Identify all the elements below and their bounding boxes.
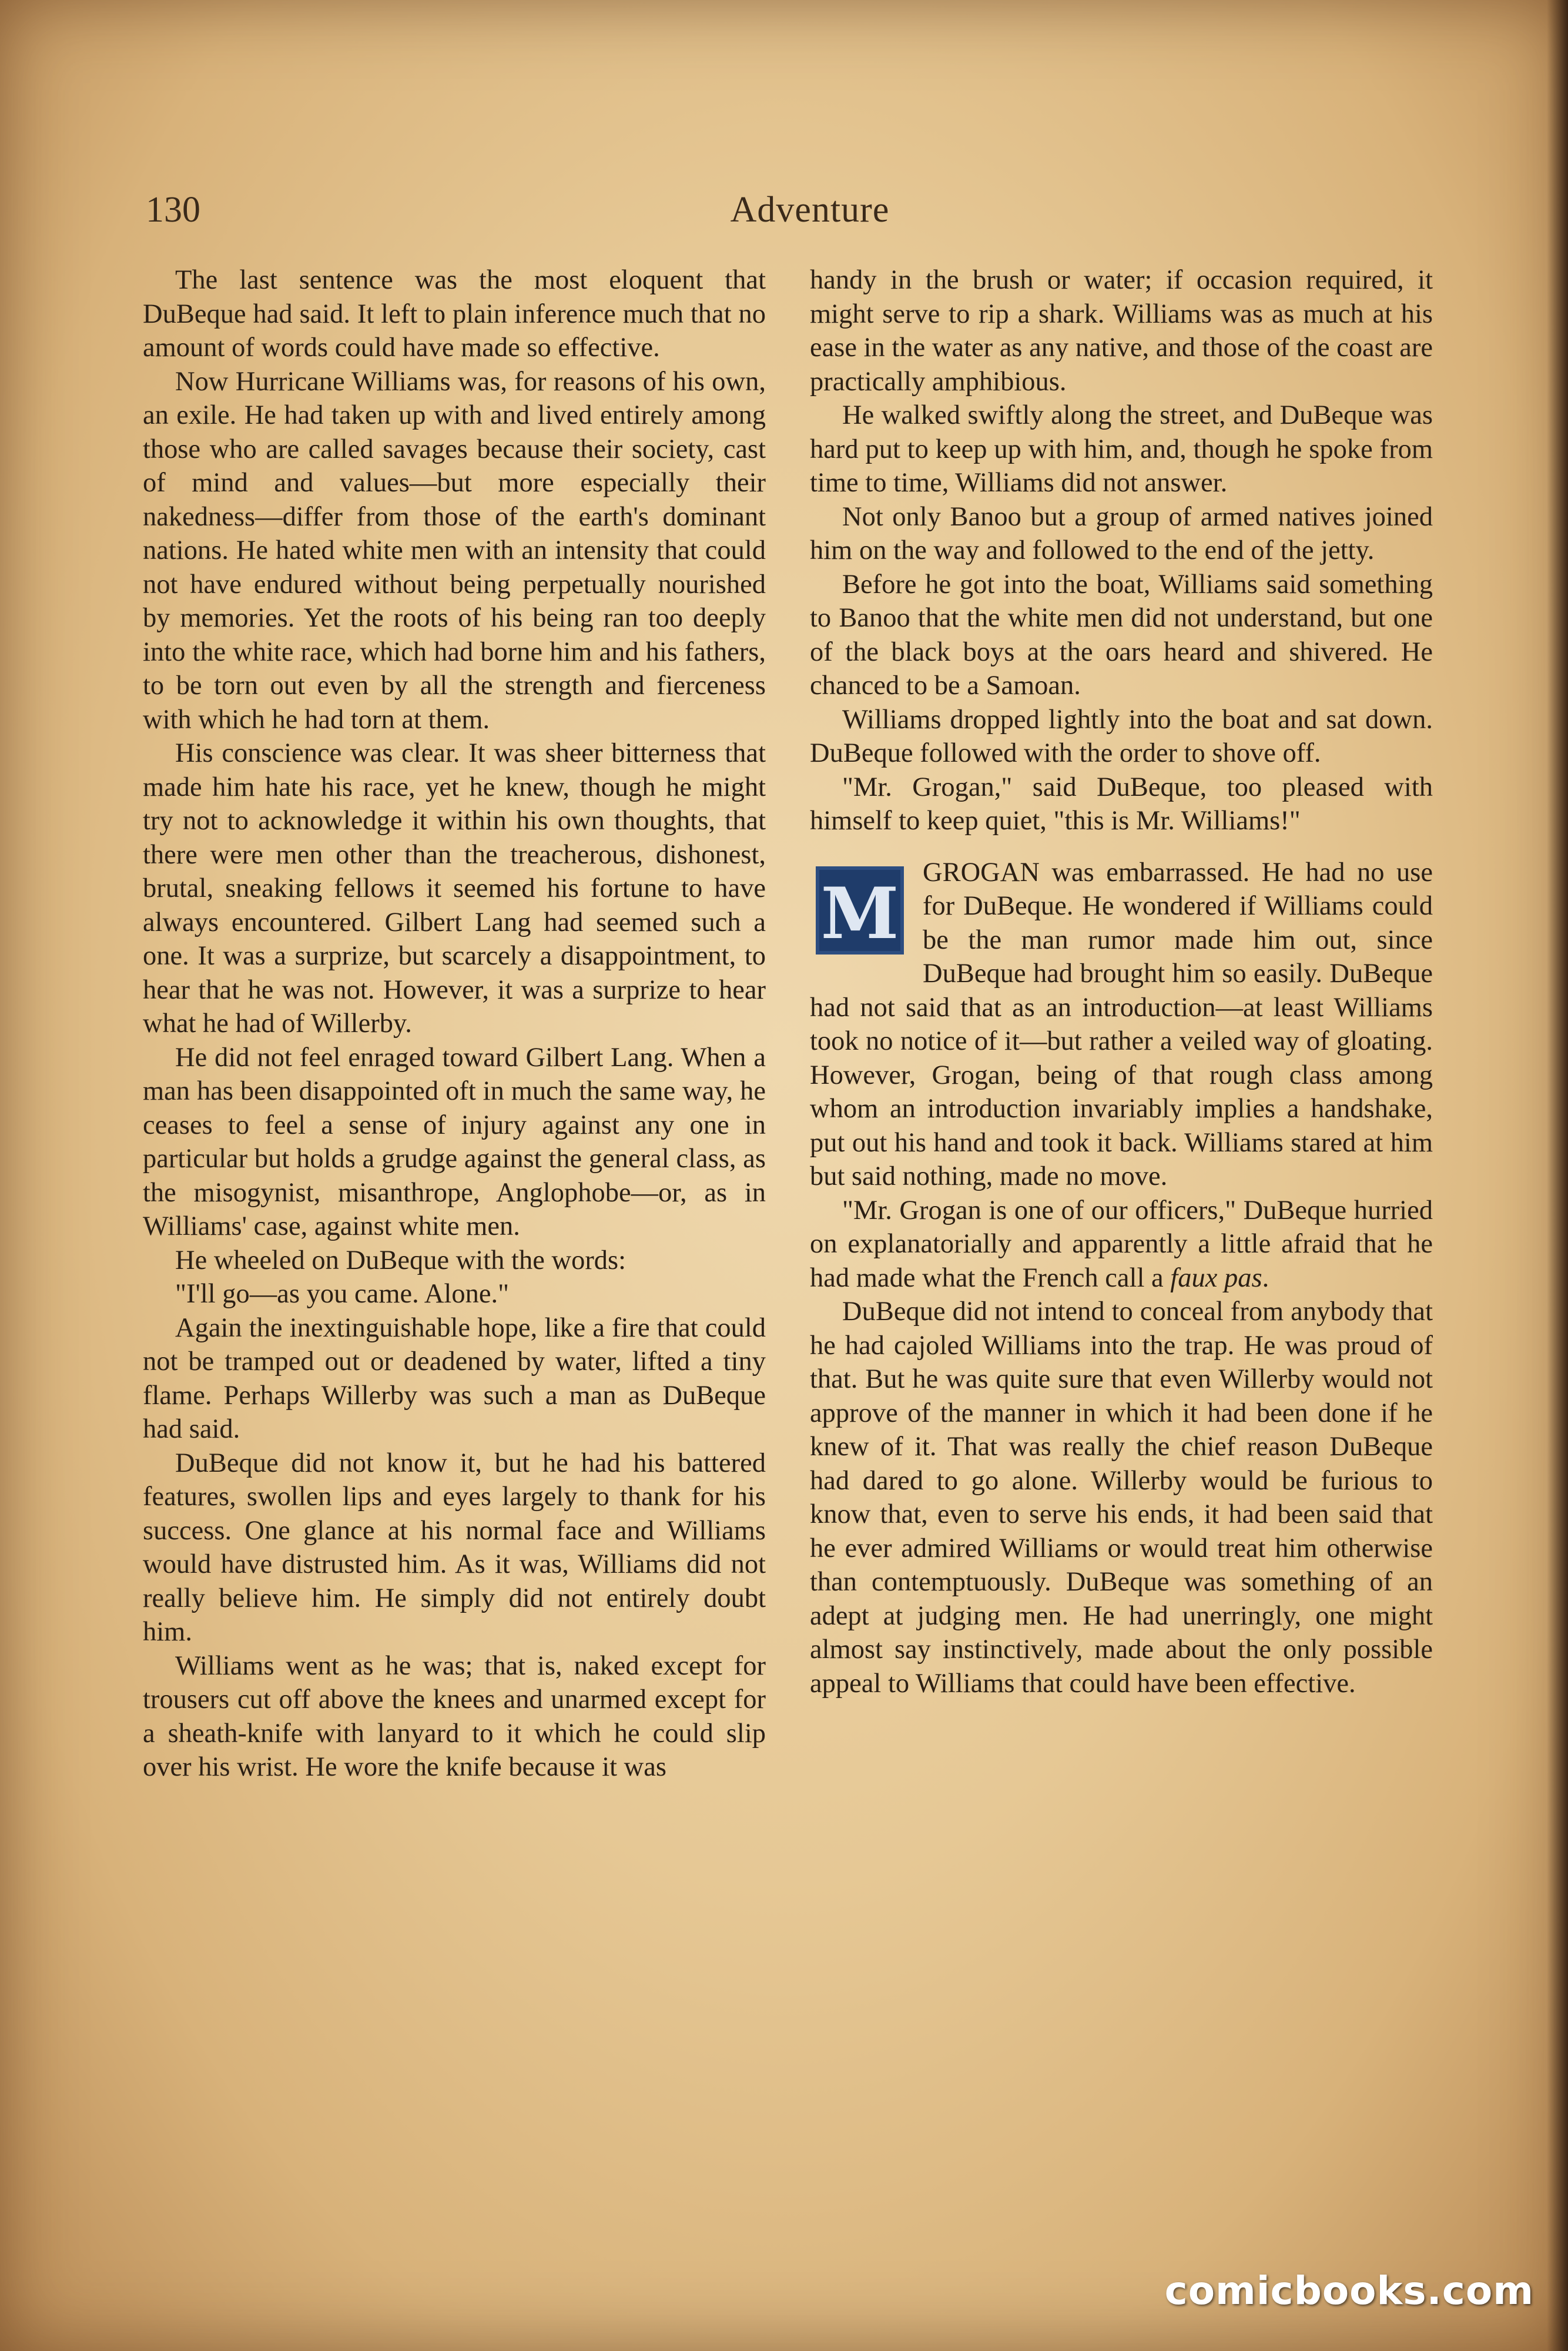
paragraph: Now Hurricane Williams was, for reasons of his own, an exile. He had taken up with and lived entirely among those who are called savages because their society, cast of mind and values—but more especially their nakedness—differ from those of the earth's dominant nations. He hated white men with an intensity that could not have endured without being perpetually nourished by memories. Yet the roots of his being ran too deeply into the white race, which had borne him and his fathers, to be torn out even by all the strength and fierceness with which he had torn at them. xyxy=(143,366,766,735)
paragraph: handy in the brush or water; if occasion required, it might serve to rip a shark. Williams was as much at his ease in the water as any native, and those of the coast are practically amphibious. xyxy=(810,265,1433,397)
paragraph: Williams went as he was; that is, naked except for trousers cut off above the knees and unarmed except for a sheath-knife with lanyard to it which he could slip over his wrist. He wore the knife because it was xyxy=(143,1650,766,1782)
drop-cap-paragraph xyxy=(810,856,1433,1194)
right-column-before-break xyxy=(810,263,1433,838)
section-break xyxy=(810,838,1433,856)
paragraph: Not only Banoo but a group of armed natives joined him on the way and followed to the end of the jetty. xyxy=(810,501,1433,565)
paragraph: Before he got into the boat, Williams said something to Banoo that the white men did not understand, but one of the black boys at the oars heard and shivered. He chanced to be a Samoan. xyxy=(810,569,1433,701)
paragraph: The last sentence was the most eloquent that DuBeque had said. It left to plain inference much that no amount of words could have made so effective. xyxy=(143,265,766,363)
paragraph: "I'll go—as you came. Alone." xyxy=(175,1279,510,1309)
drop-cap-ornament xyxy=(810,860,910,960)
paragraph: Williams dropped lightly into the boat and sat down. DuBeque followed with the order to shove off. xyxy=(810,704,1433,768)
paragraph: "Mr. Grogan is one of our officers," DuBeque hurried on explanatorially and apparently a little afraid that he had made what the French call a faux pas. xyxy=(810,1195,1433,1293)
paragraph: He did not feel enraged toward Gilbert Lang. When a man has been disappointed oft in much the same way, he ceases to feel a sense of injury against any one in particular but holds a grudge against the general class, as the misogynist, misanthrope, Anglophobe—or, as in Williams' case, against white men. xyxy=(143,1042,766,1241)
paragraph: DuBeque did not intend to conceal from anybody that he had cajoled Williams into the trap. He was proud of that. But he was quite sure that even Willerby would not approve of the manner in which it had been done if he knew of it. That was really the chief reason DuBeque had dared to go alone. Willerby would be furious to know that, even to serve his ends, it had been said that he ever admired Williams or would treat him otherwise than contemptuously. DuBeque was something of an adept at judging men. He had unerringly, one might almost say instinctively, made about the only possible appeal to Williams that could have been effective. xyxy=(810,1297,1433,1699)
paragraph: He wheeled on DuBeque with the words: xyxy=(175,1245,626,1275)
paragraph: His conscience was clear. It was sheer bitterness that made him hate his race, yet he knew, though he might try not to acknowledge it within his own thoughts, that there were men other than the treacherous, dishonest, brutal, sneaking fellows it seemed his fortune to have always encountered. Gilbert Lang had seemed such a one. It was a surprize, but scarcely a disappointment, to hear that he was not. However, it was a surprize to hear what he had of Willerby. xyxy=(143,738,766,1039)
right-column xyxy=(810,263,1433,1700)
paragraph: Again the inextinguishable hope, like a fire that could not be tramped out or deadened by water, lifted a tiny flame. Perhaps Willerby was such a man as DuBeque had said. xyxy=(143,1312,766,1444)
page-header xyxy=(146,189,1474,242)
paragraph: "Mr. Grogan," said DuBeque, too pleased with himself to keep quiet, "this is Mr. Williams!" xyxy=(810,772,1433,836)
running-head: Adventure xyxy=(730,190,890,230)
paragraph: He walked swiftly along the street, and DuBeque was hard put to keep up with him, and, though he spoke from time to time, Williams did not answer. xyxy=(810,400,1433,498)
page-edge-shadow xyxy=(1547,0,1568,2351)
page-number: 130 xyxy=(146,190,200,230)
paragraph: DuBeque did not know it, but he had his battered features, swollen lips and eyes largely to thank for his success. One glance at his normal face and Williams would have distrusted him. As it was, Williams did not really believe him. He simply did not entirely doubt him. xyxy=(143,1448,766,1647)
left-column xyxy=(143,263,766,1784)
drop-cap-letter: M xyxy=(816,866,904,955)
right-column-after-break xyxy=(810,1194,1433,1701)
drop-cap-text: GROGAN was embarrassed. He had no use for DuBeque. He wondered if Williams could be the man rumor made him out, since DuBeque had brought him so easily. DuBeque had not said that as an introduction—at least Williams took no notice of it—but rather a veiled way of gloating. However, Grogan, being of that rough class among whom an introduction invariably implies a handshake, put out his hand and took it back. Williams stared at him but said nothing, made no move. xyxy=(810,857,1433,1191)
site-watermark: comicbooks.com xyxy=(1164,2268,1534,2313)
